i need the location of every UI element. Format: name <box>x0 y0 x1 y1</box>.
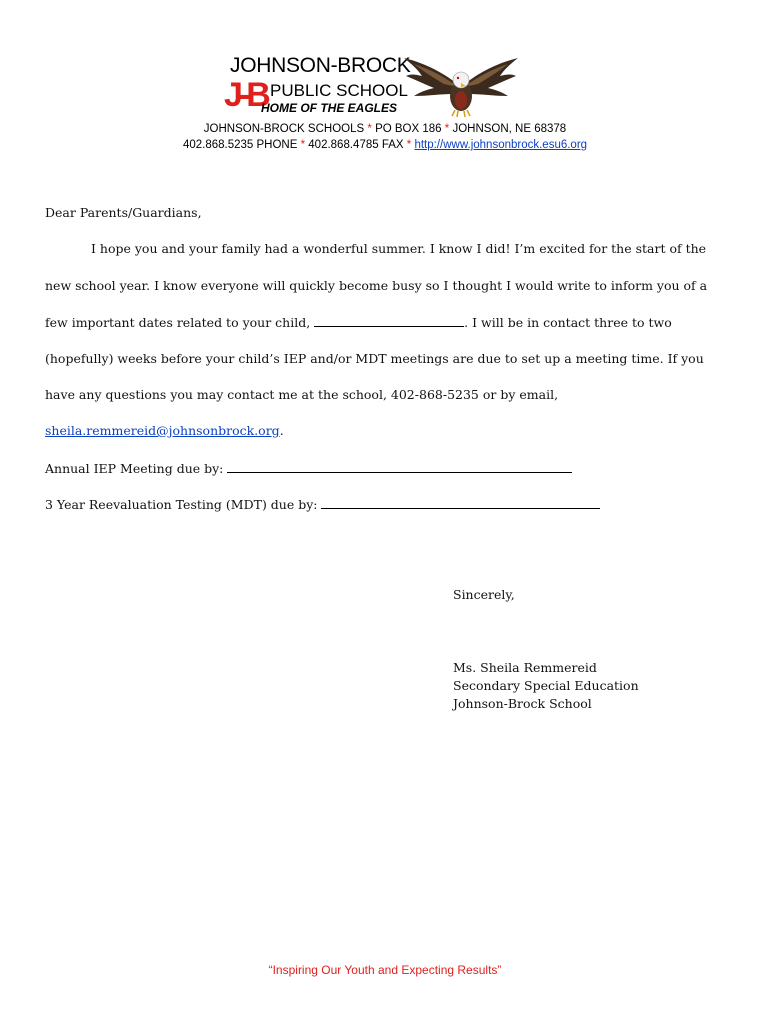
email-line <box>45 423 284 438</box>
mdt-due-line <box>45 496 600 512</box>
website-link[interactable]: http://www.johnsonbrock.esu6.org <box>414 139 588 151</box>
phone-number: 402.868.5235 PHONE <box>182 139 298 151</box>
body-line-3-end: . I will be in contact three to two <box>464 315 672 330</box>
address-city: JOHNSON, NE 68378 <box>452 123 567 135</box>
email-period: . <box>279 423 284 438</box>
body-line-2: new school year. I know everyone will quickly become busy so I thought I would write to inform you of a <box>45 278 708 293</box>
closing: Sincerely, <box>453 587 515 602</box>
body-line-4: (hopefully) weeks before your child’s IEP and/or MDT meetings are due to set up a meeting time. If you <box>45 351 704 366</box>
mdt-date-blank[interactable] <box>321 496 600 509</box>
salutation: Dear Parents/Guardians, <box>45 205 202 220</box>
eagle-icon <box>400 56 522 118</box>
iep-date-blank[interactable] <box>227 460 572 473</box>
address-po-box: PO BOX 186 <box>375 123 442 135</box>
separator-star: * <box>444 123 450 135</box>
body-line-1: I hope you and your family had a wonderful summer. I know I did! I’m excited for the start of the <box>91 241 707 256</box>
body-line-5: have any questions you may contact me at the school, 402-868-5235 or by email, <box>45 387 559 402</box>
signer-name: Ms. Sheila Remmereid <box>453 660 597 675</box>
school-subtitle: PUBLIC SCHOOL <box>270 81 408 100</box>
body-line-3 <box>45 314 672 330</box>
fax-number: 402.868.4785 FAX <box>308 139 404 151</box>
school-tagline: HOME OF THE EAGLES <box>261 101 398 115</box>
separator-star: * <box>300 139 306 151</box>
signer-title: Secondary Special Education <box>453 678 639 693</box>
footer-motto: “Inspiring Our Youth and Expecting Results” <box>268 963 502 977</box>
body-line-3-start: few important dates related to your child, <box>45 315 311 330</box>
jb-logo: J-B <box>224 76 267 114</box>
address-org: JOHNSON-BROCK SCHOOLS <box>203 123 365 135</box>
email-link[interactable]: sheila.remmereid@johnsonbrock.org <box>45 423 280 438</box>
school-name: JOHNSON-BROCK <box>230 54 411 77</box>
iep-due-line <box>45 460 572 476</box>
separator-star: * <box>367 123 372 135</box>
separator-star: * <box>406 139 412 151</box>
child-name-blank[interactable] <box>314 314 464 327</box>
signer-school: Johnson-Brock School <box>453 696 592 711</box>
mdt-label: 3 Year Reevaluation Testing (MDT) due by: <box>45 497 318 512</box>
address-line <box>0 123 770 135</box>
iep-label: Annual IEP Meeting due by: <box>45 461 224 476</box>
contact-line <box>0 139 770 151</box>
